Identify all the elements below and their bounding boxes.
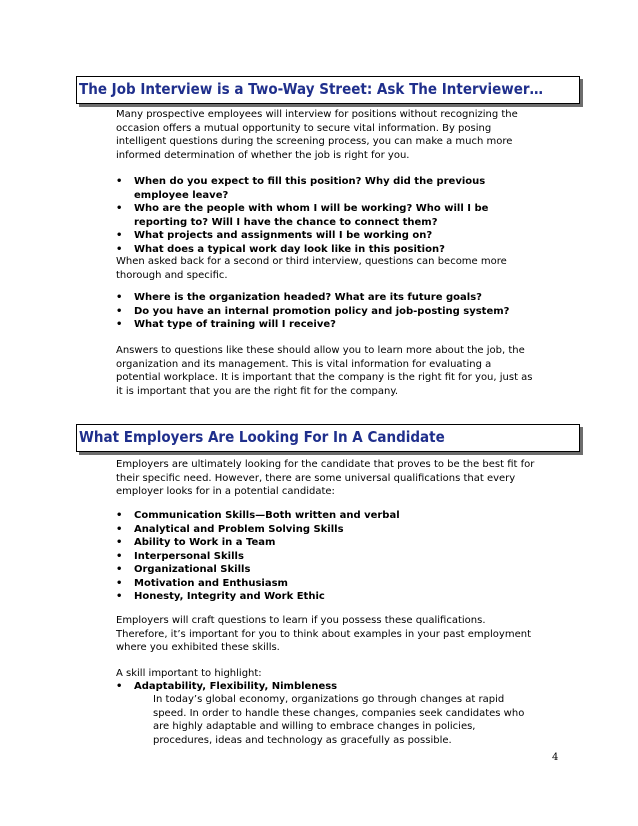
list-item: • When do you expect to fill this position? Why did the previous employee leave? — [116, 176, 486, 201]
section-banner-employers — [76, 424, 580, 452]
section-title: The Job Interview is a Two-Way Street: Ask The Interviewer… — [79, 80, 544, 98]
bullet-icon: • — [116, 681, 123, 692]
intro-paragraph: Employers are ultimately looking for the candidate that proves to be the best fit for their specific need. However, there are some universal qualifications that every employer looks for in a potential candidate: — [116, 459, 535, 497]
highlight-description: In today’s global economy, organizations go through changes at rapid speed. In order to handle these changes, companies seek candidates who are highly adaptable and willing to embrace changes in policies, procedures, ideas and technology as gracefully as possible. — [153, 694, 525, 746]
bullet-icon: • — [116, 523, 123, 535]
list-item: • What projects and assignments will I be working on? — [116, 230, 433, 241]
list-item: • Motivation and Enthusiasm — [116, 577, 288, 589]
bullet-icon: • — [116, 577, 123, 589]
qualification-list — [116, 509, 536, 604]
list-item: • What type of training will I receive? — [116, 319, 336, 330]
page-number: 4 — [552, 752, 559, 763]
list-item: • Analytical and Problem Solving Skills — [116, 523, 344, 535]
highlight-list — [116, 680, 536, 694]
question-list — [116, 175, 536, 256]
list-item: • Adaptability, Flexibility, Nimbleness — [116, 681, 338, 692]
bullet-icon: • — [116, 550, 123, 562]
bullet-icon: • — [116, 305, 123, 317]
bullet-icon: • — [116, 510, 123, 521]
intro-paragraph: Many prospective employees will interview for positions without recognizing the occasion offers a mutual opportunity to secure vital information. By posing intelligent questions during the screening process, you can make a much more informed determination of whether the job is right for you. — [116, 109, 518, 161]
bullet-icon: • — [116, 292, 123, 303]
followup-paragraph: When asked back for a second or third interview, questions can become more thorough and specific. — [116, 256, 507, 281]
list-item: • Honesty, Integrity and Work Ethic — [116, 591, 325, 602]
list-item: • Interpersonal Skills — [116, 550, 244, 562]
section-title: What Employers Are Looking For In A Candidate — [79, 428, 445, 446]
bullet-icon: • — [116, 319, 123, 330]
bullet-icon: • — [116, 203, 123, 214]
bullet-icon: • — [116, 230, 123, 241]
after-paragraph: Employers will craft questions to learn if you possess these qualifications. Therefore, it’s important for you to think about examples in your past employment where you exhibited these skills. — [116, 615, 531, 653]
list-item: • Where is the organization headed? What are its future goals? — [116, 292, 482, 303]
highlight-intro: A skill important to highlight: — [116, 668, 262, 679]
list-item: • What does a typical work day look like in this position? — [116, 243, 445, 255]
question-list-2 — [116, 291, 536, 332]
list-item: • Do you have an internal promotion policy and job-posting system? — [116, 305, 510, 317]
list-item: • Who are the people with whom I will be working? Who will I be reporting to? Will I have the chance to connect them? — [116, 203, 489, 228]
list-item: • Ability to Work in a Team — [116, 537, 276, 548]
list-item: • Organizational Skills — [116, 564, 251, 575]
section-banner-interview — [76, 76, 580, 104]
bullet-icon: • — [116, 243, 123, 255]
list-item: • Communication Skills—Both written and verbal — [116, 510, 400, 521]
bullet-icon: • — [116, 176, 123, 187]
closing-paragraph: Answers to questions like these should allow you to learn more about the job, the organization and its management. This is vital information for evaluating a potential workplace. It is important that the company is the right fit for you, just as it is important that you are the right fit for the company. — [116, 345, 533, 397]
bullet-icon: • — [116, 591, 123, 602]
bullet-icon: • — [116, 537, 123, 548]
bullet-icon: • — [116, 564, 123, 575]
